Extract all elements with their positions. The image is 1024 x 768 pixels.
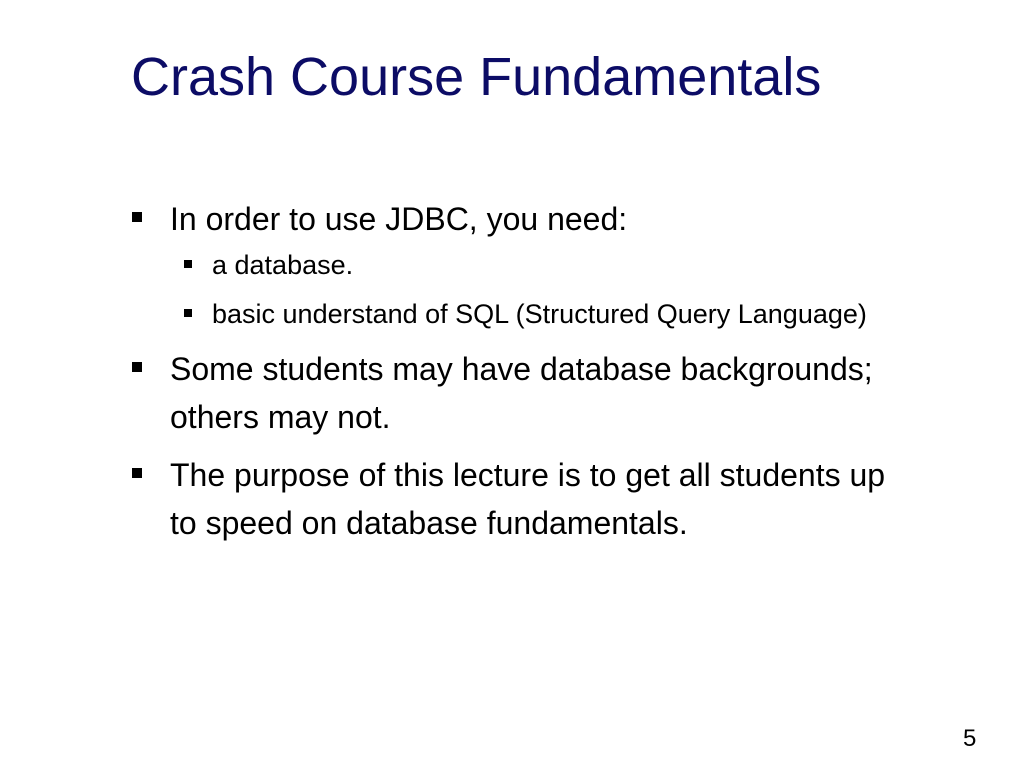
bullet-text: The purpose of this lecture is to get all students up to speed on database fundamentals.: [170, 457, 886, 541]
bullet-item-2: [132, 345, 892, 441]
square-bullet-icon: [184, 309, 192, 317]
bullet-item-1: [132, 195, 892, 333]
bullet-text: In order to use JDBC, you need:: [170, 201, 628, 237]
sub-bullet-text: basic understand of SQL (Structured Query Language): [212, 299, 867, 329]
slide-title: Crash Course Fundamentals: [131, 47, 822, 107]
square-bullet-icon: [132, 362, 142, 372]
square-bullet-icon: [132, 468, 142, 478]
bullet-list: [132, 195, 892, 547]
sub-bullet-item-1: [184, 247, 892, 284]
sub-bullet-list: [184, 247, 892, 333]
bullet-item-3: [132, 451, 892, 547]
sub-bullet-text: a database.: [212, 250, 354, 280]
square-bullet-icon: [132, 212, 142, 222]
bullet-text: Some students may have database backgrounds; others may not.: [170, 351, 873, 435]
square-bullet-icon: [184, 260, 192, 268]
page-number: 5: [963, 725, 977, 752]
sub-bullet-item-2: [184, 296, 892, 333]
